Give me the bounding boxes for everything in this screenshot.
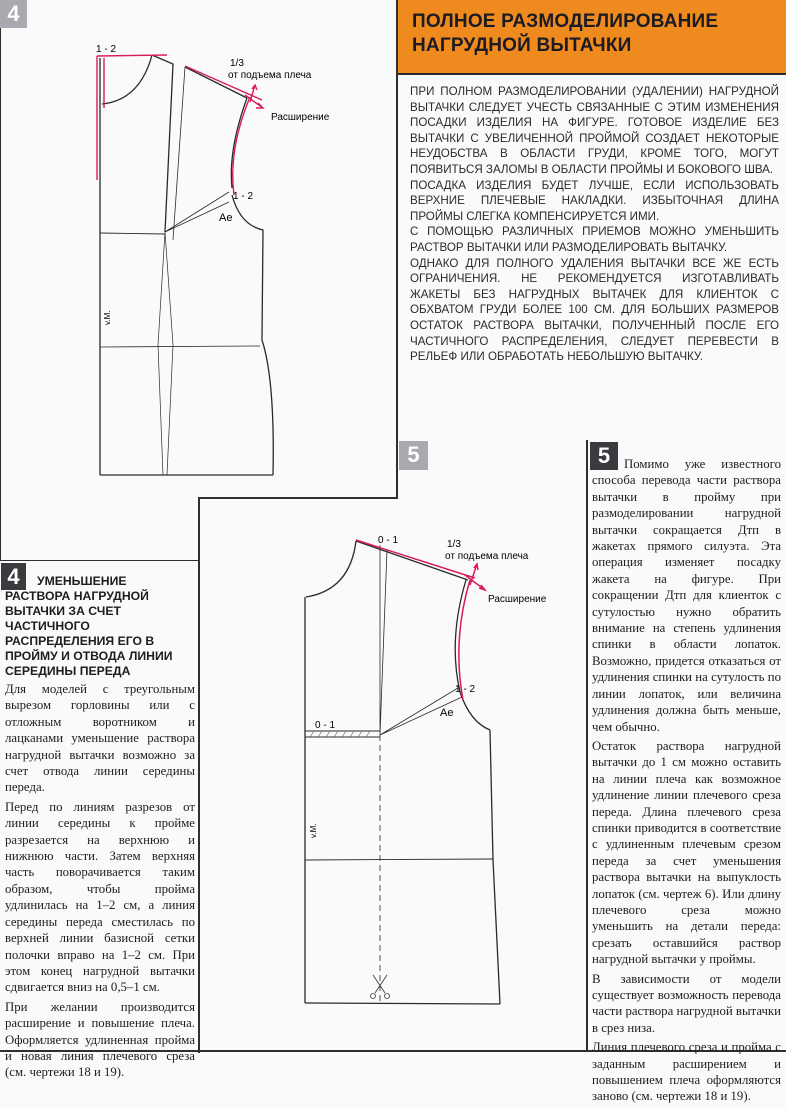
section-4-paragraph: При желании производится расширение и повышение плеча. Оформляется удлиненная пройма и новая линия плечевого среза (см. чертежи 18 и 19). <box>5 999 195 1080</box>
pattern-diagram-4 <box>0 0 400 500</box>
section-4-paragraph: Для моделей с треугольным вырезом горловины или с отложным воротником и лацканами уменьшение раствора нагрудной вытачки возможно за счет отвода линии середины переда. <box>5 682 195 795</box>
dart-lower <box>158 232 173 475</box>
intro-text <box>410 84 779 365</box>
section-4-column <box>5 563 195 1084</box>
neckline-curve <box>306 541 356 597</box>
title-line-2: НАГРУДНОЙ ВЫТАЧКИ <box>412 35 632 56</box>
section-5-paragraph: Линия плечевого среза и пройма с заданным расширением и повышением плеча оформляются заново (см. чертежи 18 и 19). <box>592 1040 781 1104</box>
intro-paragraph: С ПОМОЩЬЮ РАЗЛИЧНЫХ ПРИЕМОВ МОЖНО УМЕНЬШИТЬ РАСТВОР ВЫТАЧКИ ИЛИ РАЗМОДЕЛИРОВАТЬ ВЫТАЧКУ. <box>410 225 779 254</box>
hem-line <box>305 1003 500 1004</box>
intro-paragraph: ПРИ ПОЛНОМ РАЗМОДЕЛИРОВАНИИ (УДАЛЕНИИ) НАГРУДНОЙ ВЫТАЧКИ СЛЕДУЕТ УЧЕСТЬ СВЯЗАННЫЕ С ЭТИМ ИЗМЕНЕНИЯ ПОСАДКИ ИЗДЕЛИЯ НА ФИГУРЕ. ГОТОВОЕ ИЗДЕЛИЕ БЕЗ ВЫТАЧКИ С УВЕЛИЧЕННОЙ ПРОЙМОЙ СОЗДАЕТ НЕКОТОРЫЕ НЕУДОБСТВА В ОБЛАСТИ ГРУДИ, КРОМЕ ТОГО, МОГУТ ПОЯВИТЬСЯ ЗАЛОМЫ В ОБЛАСТИ ПРОЙМЫ И БОКОВОГО ШВА. <box>410 85 779 176</box>
shoulder-upper <box>152 55 173 232</box>
label-widening: Расширение <box>271 112 330 123</box>
pattern-diagram-5 <box>200 499 586 1051</box>
panel-border <box>0 560 198 561</box>
label-ae: Ae <box>440 707 454 719</box>
neckline-curve <box>102 55 152 104</box>
label-bust-shift: 0 - 1 <box>315 720 336 731</box>
label-from-shoulder: от подъема плеча <box>445 551 529 562</box>
red-armhole <box>233 97 250 195</box>
rise-arrow <box>250 85 257 102</box>
bust-line <box>100 233 165 234</box>
intro-paragraph: ОДНАКО ДЛЯ ПОЛНОГО УДАЛЕНИЯ ВЫТАЧКИ ВСЕ ЖЕ ЕСТЬ ОГРАНИЧЕНИЯ. НЕ РЕКОМЕНДУЕТСЯ ИЗГОТАВЛИВАТЬ ЖАКЕТЫ БЕЗ НАГРУДНЫХ ВЫТАЧЕК ДЛЯ КЛИЕНТОК С ОБХВАТОМ ГРУДИ БОЛЕЕ 100 СМ. ДЛЯ БОЛЬШИХ РАЗМЕРОВ ОСТАТОК РАСТВОРА ВЫТАЧКИ, ПОЛУЧЕННЫЙ ПОСЛЕ ЕГО ЧАСТИЧНОГО РАСПРЕДЕЛЕНИЯ, СЛЕДУЕТ ПЕРЕВЕСТИ В РЕЛЬЕФ ИЛИ ОБРАБОТАТЬ НЕБОЛЬШУЮ ВЫТАЧКУ. <box>410 256 779 364</box>
label-top: 1 - 2 <box>96 44 117 55</box>
label-third: 1/3 <box>230 58 244 69</box>
section-5-paragraph: Помимо уже известного способа перевода части раствора вытачки в пройму при размоделировании нагрудной вытачки сокращается Дтп в жакетах прямого силуэта. Эта операция изменяет посадку жакета на фигуре. При сокращении Дтп для клиенток с сутулостью нужно обратить внимание на степень удлинения спинки в области лопаток. Возможно, придется отказаться от удлинения спинки на сутулость по линии лопаток, или величина удлинения должна быть меньше, чем обычно. <box>592 457 781 734</box>
label-ae: Ae <box>219 212 233 224</box>
waist-line <box>100 346 260 347</box>
section-5-column <box>592 456 781 1108</box>
label-third: 1/3 <box>447 539 461 550</box>
waist-line <box>305 859 493 860</box>
section-4-paragraph: Перед по линиям разрезов от линии середины к пройме разрезается на верхнюю и нижнюю части. Затем верхняя часть поворачивается таким образом, чтобы пройма удлинилась на 1–2 см, а линия середины переда сместилась по верхней линии базисной сетки полочки вправо на 1–2 см. При этом конец нагрудной вытачки сдвигается вниз на 0,5–1 см. <box>5 799 195 995</box>
side-seam <box>490 730 500 1004</box>
title-line-1: ПОЛНОЕ РАЗМОДЕЛИРОВАНИЕ <box>412 11 719 32</box>
red-armhole <box>459 580 470 700</box>
label-armhole: 1 - 2 <box>455 684 476 695</box>
bust-hatching <box>310 731 370 737</box>
section-5-paragraph: В зависимости от модели существует возможность перевода части раствора нагрудной вытачки в срез низа. <box>592 971 781 1035</box>
figure-4-badge: 4 <box>0 0 27 28</box>
label-top: 0 - 1 <box>378 535 399 546</box>
label-center-front: v.M. <box>309 823 318 838</box>
armhole-lower <box>232 195 273 475</box>
figure-5-badge: 5 <box>399 441 428 470</box>
article-header <box>398 0 786 75</box>
section-5-paragraph: Остаток раствора нагрудной вытачки до 1 см можно оставить на линии плеча как возможное удлинение линии плечевого среза переда. Длина плечевого среза спинки приводится в соответствие с удлиненным плечевым срезом переда за счет уменьшения раствора вытачки на выпуклость лопаток (см. чертеж 6). Или длину плечевого среза можно уменьшить на детали переда: срезать оставшийся раствор нагрудной вытачки у проймы. <box>592 738 781 967</box>
label-from-shoulder: от подъема плеча <box>228 70 312 81</box>
label-armhole: 1 - 2 <box>233 191 254 202</box>
label-widening: Расширение <box>488 594 547 605</box>
panel-border <box>586 440 588 1052</box>
article-title <box>412 10 786 58</box>
armhole-curve <box>455 580 490 730</box>
red-neck-shift <box>97 55 167 180</box>
section-5-badge: 5 <box>590 442 618 470</box>
label-center-front: v.M. <box>103 310 112 325</box>
intro-paragraph: ПОСАДКА ИЗДЕЛИЯ БУДЕТ ЛУЧШЕ, ЕСЛИ ИСПОЛЬЗОВАТЬ ВЕРХНИЕ ПЛЕЧЕВЫЕ НАКЛАДКИ. ИЗБЫТОЧНАЯ ДЛИНА ПРОЙМЫ СЛЕГКА КОМПЕНСИРУЕТСЯ ИМИ. <box>410 178 779 223</box>
section-4-heading: УМЕНЬШЕНИЕ РАСТВОРА НАГРУДНОЙ ВЫТАЧКИ ЗА СЧЕТ ЧАСТИЧНОГО РАСПРЕДЕЛЕНИЯ ЕГО В ПРОЙМУ И ОТВОДА ЛИНИИ СЕРЕДИНЫ ПЕРЕДА <box>5 574 173 678</box>
section-4-badge: 4 <box>1 563 26 590</box>
dart-vertical <box>380 545 387 735</box>
side-seam-upper <box>173 67 185 240</box>
